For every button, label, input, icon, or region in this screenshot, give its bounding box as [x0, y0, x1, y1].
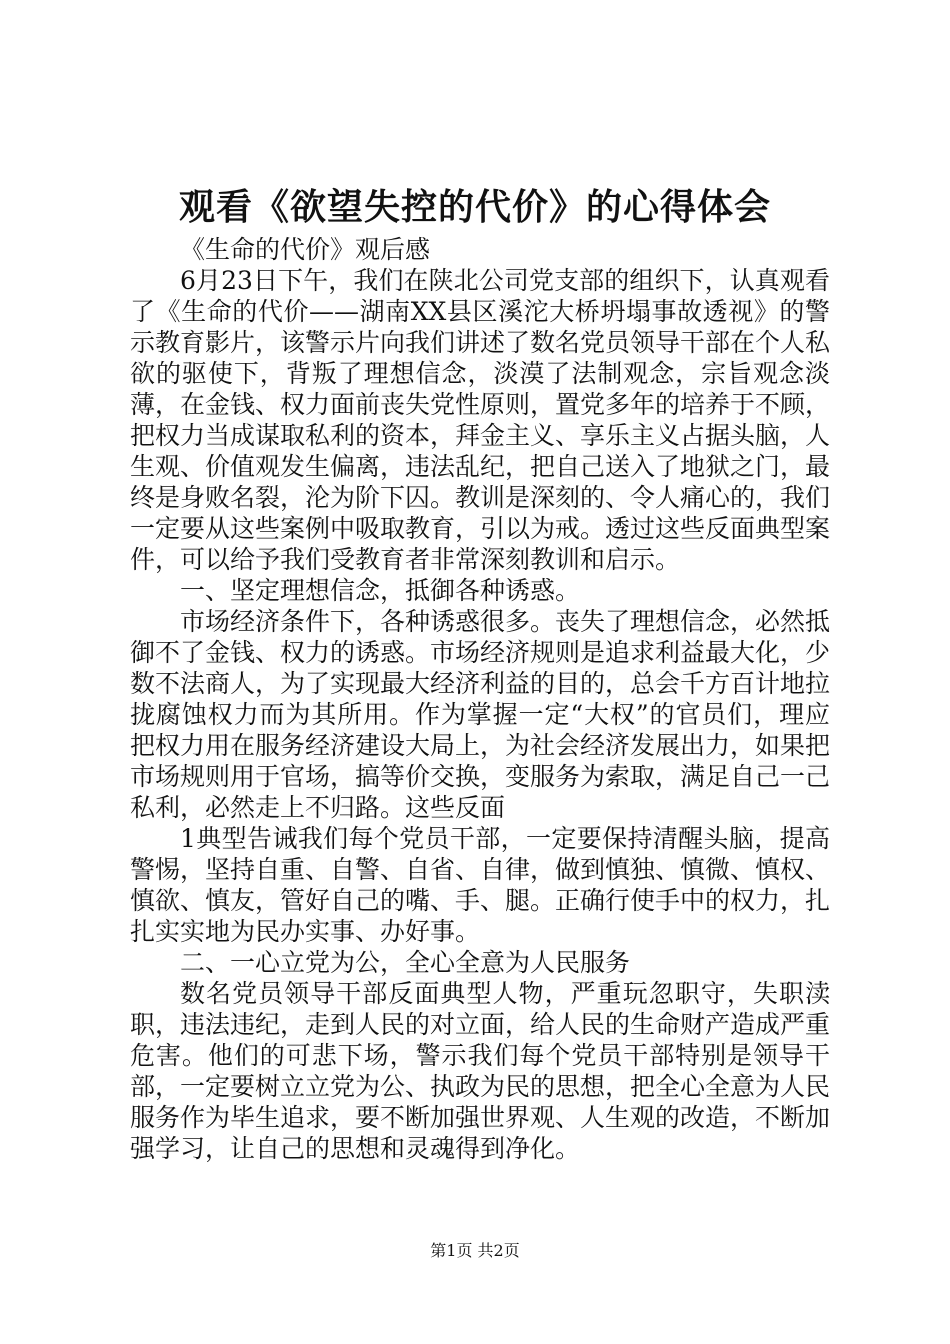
section-heading: 一、坚定理想信念，抵御各种诱惑。 [180, 576, 581, 605]
subtitle-paragraph: 《生命的代价》观后感 [180, 235, 431, 264]
document-body [130, 234, 830, 1164]
body-paragraph: 市场经济条件下，各种诱惑很多。丧失了理想信念，必然抵御不了金钱、权力的诱惑。市场经济规则是追求利益最大化，少数不法商人，为了实现最大经济利益的目的，总会千方百计地拉拢腐蚀权力而为其所用。作为掌握一定“大权”的官员们，理应把权力用在服务经济建设大局上，为社会经济发展出力，如果把市场规则用于官场，搞等价交换，变服务为索取，满足自己一己私利，必然走上不归路。这些反面 [130, 607, 831, 822]
body-paragraph: 1典型告诫我们每个党员干部，一定要保持清醒头脑，提高警惕，坚持自重、自警、自省、自律，做到慎独、慎微、慎权、慎欲、慎友，管好自己的嘴、手、腿。正确行使手中的权力，扎扎实实地为民办实事、办好事。 [130, 824, 831, 946]
section-heading: 二、一心立党为公，全心全意为人民服务 [180, 948, 631, 977]
page-title: 观看《欲望失控的代价》的心得体会 [178, 186, 771, 228]
body-paragraph: 数名党员领导干部反面典型人物，严重玩忽职守，失职渎职，违法违纪，走到人民的对立面，给人民的生命财产造成严重危害。他们的可悲下场，警示我们每个党员干部特别是领导干部，一定要树立立党为公、执政为民的思想，把全心全意为人民服务作为毕生追求，要不断加强世界观、人生观的改造，不断加强学习，让自己的思想和灵魂得到净化。 [130, 979, 831, 1163]
page-footer: 第1页 共2页 [430, 1241, 520, 1260]
body-paragraph: 6月23日下午，我们在陕北公司党支部的组织下，认真观看了《生命的代价——湖南XX县区溪沱大桥坍塌事故透视》的警示教育影片，该警示片向我们讲述了数名党员领导干部在个人私欲的驱使下，背叛了理想信念，淡漠了法制观念，宗旨观念淡薄，在金钱、权力面前丧失党性原则，置党多年的培养于不顾，把权力当成谋取私利的资本，拜金主义、享乐主义占据头脑，人生观、价值观发生偏离，违法乱纪，把自己送入了地狱之门，最终是身败名裂，沦为阶下囚。教训是深刻的、令人痛心的，我们一定要从这些案例中吸取教育，引以为戒。透过这些反面典型案件，可以给予我们受教育者非常深刻教训和启示。 [130, 266, 831, 574]
